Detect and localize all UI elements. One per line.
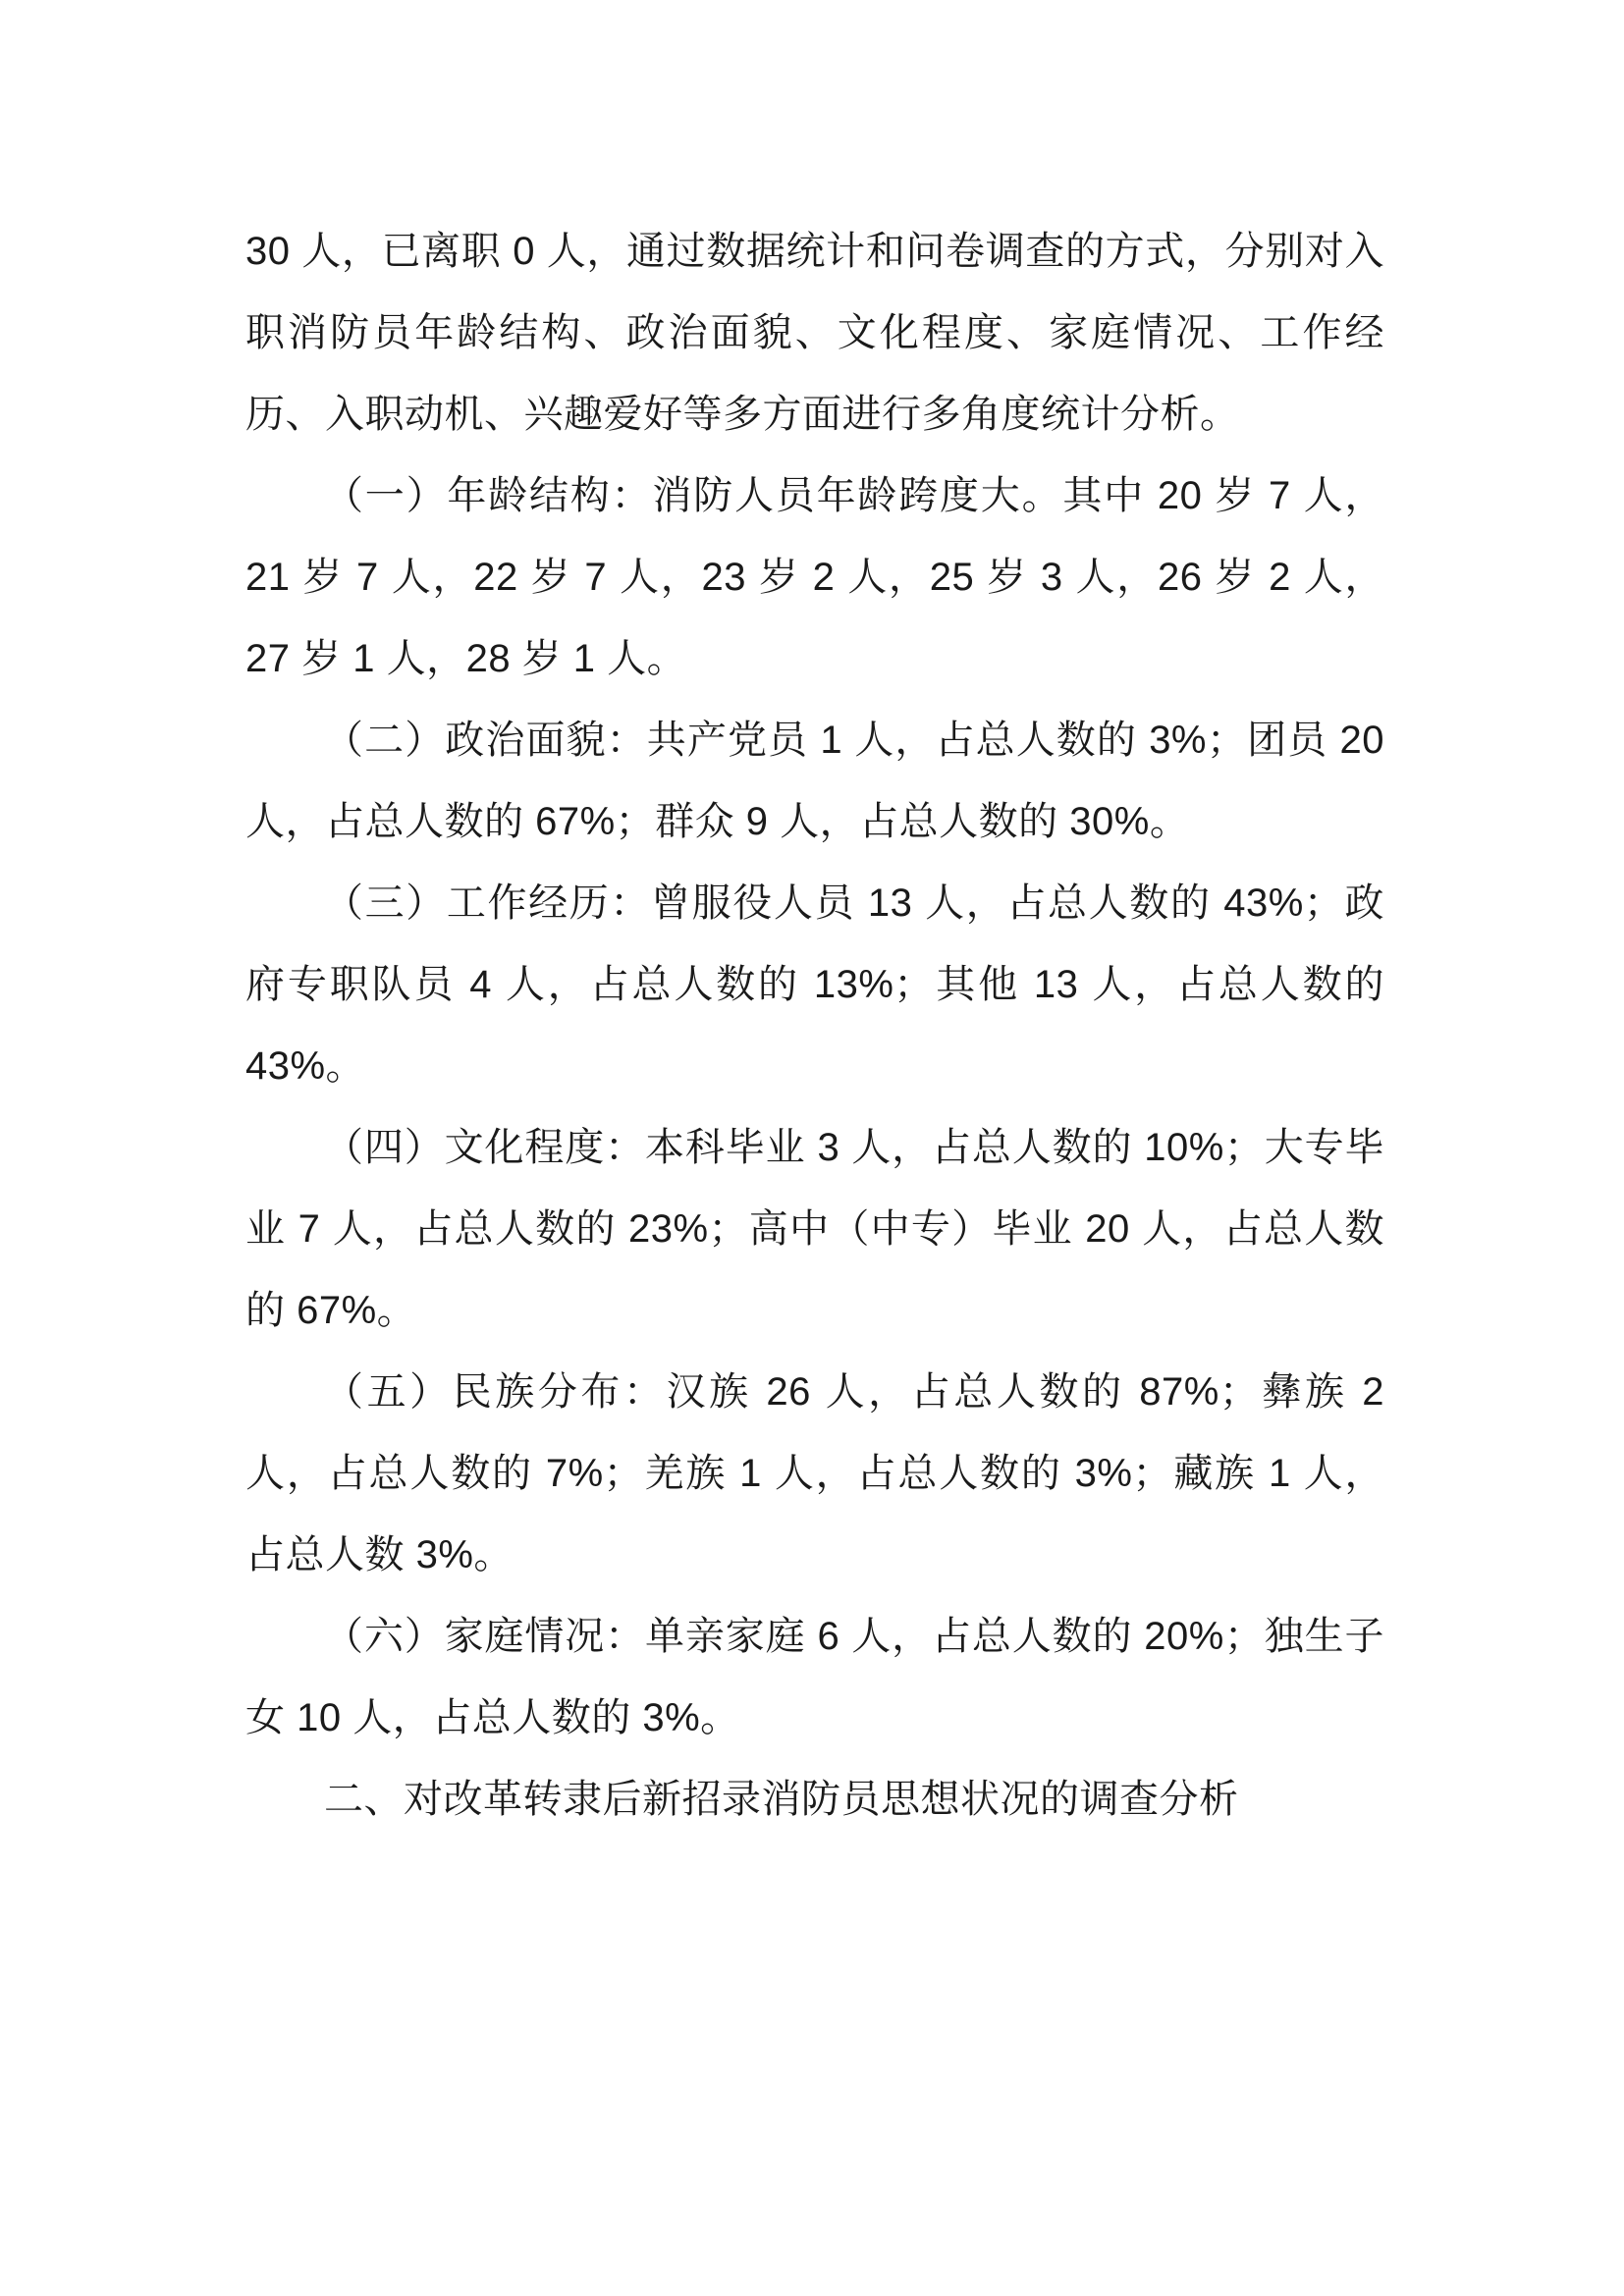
- paragraph-intro-continued: 30 人，已离职 0 人，通过数据统计和问卷调查的方式，分别对入职消防员年龄结构、政治面貌、文化程度、家庭情况、工作经历、入职动机、兴趣爱好等多方面进行多角度统计分析。: [245, 230, 1384, 436]
- paragraph-education-level: （四）文化程度：本科毕业 3 人，占总人数的 10%；大专毕业 7 人，占总人数的 23%；高中（中专）毕业 20 人，占总人数的 67%。: [245, 1126, 1384, 1332]
- paragraph-ethnic-distribution: （五）民族分布：汉族 26 人，占总人数的 87%；彝族 2 人，占总人数的 7%；羌族 1 人，占总人数的 3%；藏族 1 人，占总人数 3%。: [245, 1370, 1384, 1576]
- paragraph-age-structure: （一）年龄结构：消防人员年龄跨度大。其中 20 岁 7 人，21 岁 7 人，22 岁 7 人，23 岁 2 人，25 岁 3 人，26 岁 2 人，27 岁 1 人，28 岁 1 人。: [245, 474, 1384, 680]
- section-two-heading: 二、对改革转隶后新招录消防员思想状况的调查分析: [324, 1778, 1239, 1821]
- document-body: [245, 211, 1384, 1841]
- paragraph-family-situation: （六）家庭情况：单亲家庭 6 人，占总人数的 20%；独生子女 10 人，占总人数的 3%。: [245, 1615, 1384, 1739]
- paragraph-work-experience: （三）工作经历：曾服役人员 13 人，占总人数的 43%；政府专职队员 4 人，占总人数的 13%；其他 13 人，占总人数的 43%。: [245, 881, 1384, 1088]
- paragraph-political-status: （二）政治面貌：共产党员 1 人，占总人数的 3%；团员 20 人，占总人数的 67%；群众 9 人，占总人数的 30%。: [245, 719, 1384, 843]
